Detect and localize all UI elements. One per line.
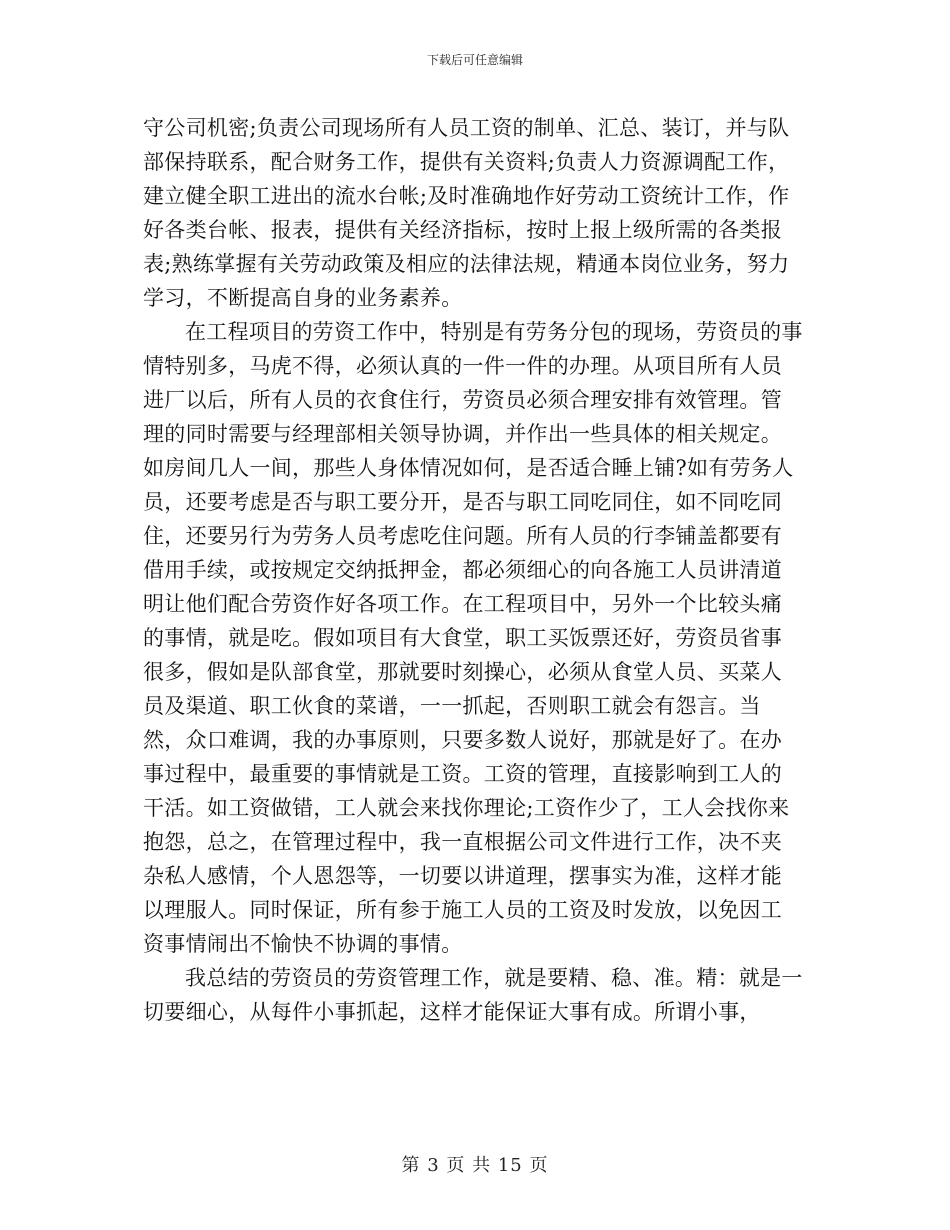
paragraph-continued: 守公司机密;负责公司现场所有人员工资的制单、汇总、装订，并与队部保持联系，配合财务工作，提供有关资料;负责人力资源调配工作，建立健全职工进出的流水台帐;及时准确地作好劳动工资统计工作，作好各类台帐、报表，提供有关经济指标，按时上报上级所需的各类报表;熟练掌握有关劳动政策及相应的法律法规，精通本岗位业务，努力学习，不断提高自身的业务素养。 xyxy=(143,116,790,310)
paragraph-labor-work: 在工程项目的劳资工作中，特别是有劳务分包的现场，劳资员的事情特别多，马虎不得，必须认真的一件一件的办理。从项目所有人员进厂以后，所有人员的衣食住行，劳资员必须合理安排有效管理。管理的同时需要与经理部相关领导协调，并作出一些具体的相关规定。如房间几人一间，那些人身体情况如何，是否适合睡上铺?如有劳务人员，还要考虑是否与职工要分开，是否与职工同吃同住，如不同吃同住，还要另行为劳务人员考虑吃住问题。所有人员的行李铺盖都要有借用手续，或按规定交纳抵押金，都必须细心的向各施工人员讲清道明让他们配合劳资作好各项工作。在工程项目中，另外一个比较头痛的事情，就是吃。假如项目有大食堂，职工买饭票还好，劳资员省事很多，假如是队部食堂，那就要时刻操心，必须从食堂人员、买菜人员及渠道、职工伙食的菜谱，一一抓起，否则职工就会有怨言。当然，众口难调，我的办事原则，只要多数人说好，那就是好了。在办事过程中，最重要的事情就是工资。工资的管理，直接影响到工人的干活。如工资做错，工人就会来找你理论;工资作少了，工人会找你来抱怨，总之，在管理过程中，我一直根据公司文件进行工作，决不夹杂私人感情，个人恩怨等，一切要以讲道理，摆事实为准，这样才能以理服人。同时保证，所有参于施工人员的工资及时发放，以免因工资事情闹出不愉快不协调的事情。 xyxy=(143,320,803,956)
document-body xyxy=(143,111,803,1029)
page-header: 下载后可任意编辑 xyxy=(426,53,523,67)
page-number: 第 3 页 共 15 页 xyxy=(401,1155,549,1176)
paragraph-summary: 我总结的劳资员的劳资管理工作，就是要精、稳、准。精：就是一切要细心，从每件小事抓起，这样才能保证大事有成。所谓小事， xyxy=(143,966,803,1024)
